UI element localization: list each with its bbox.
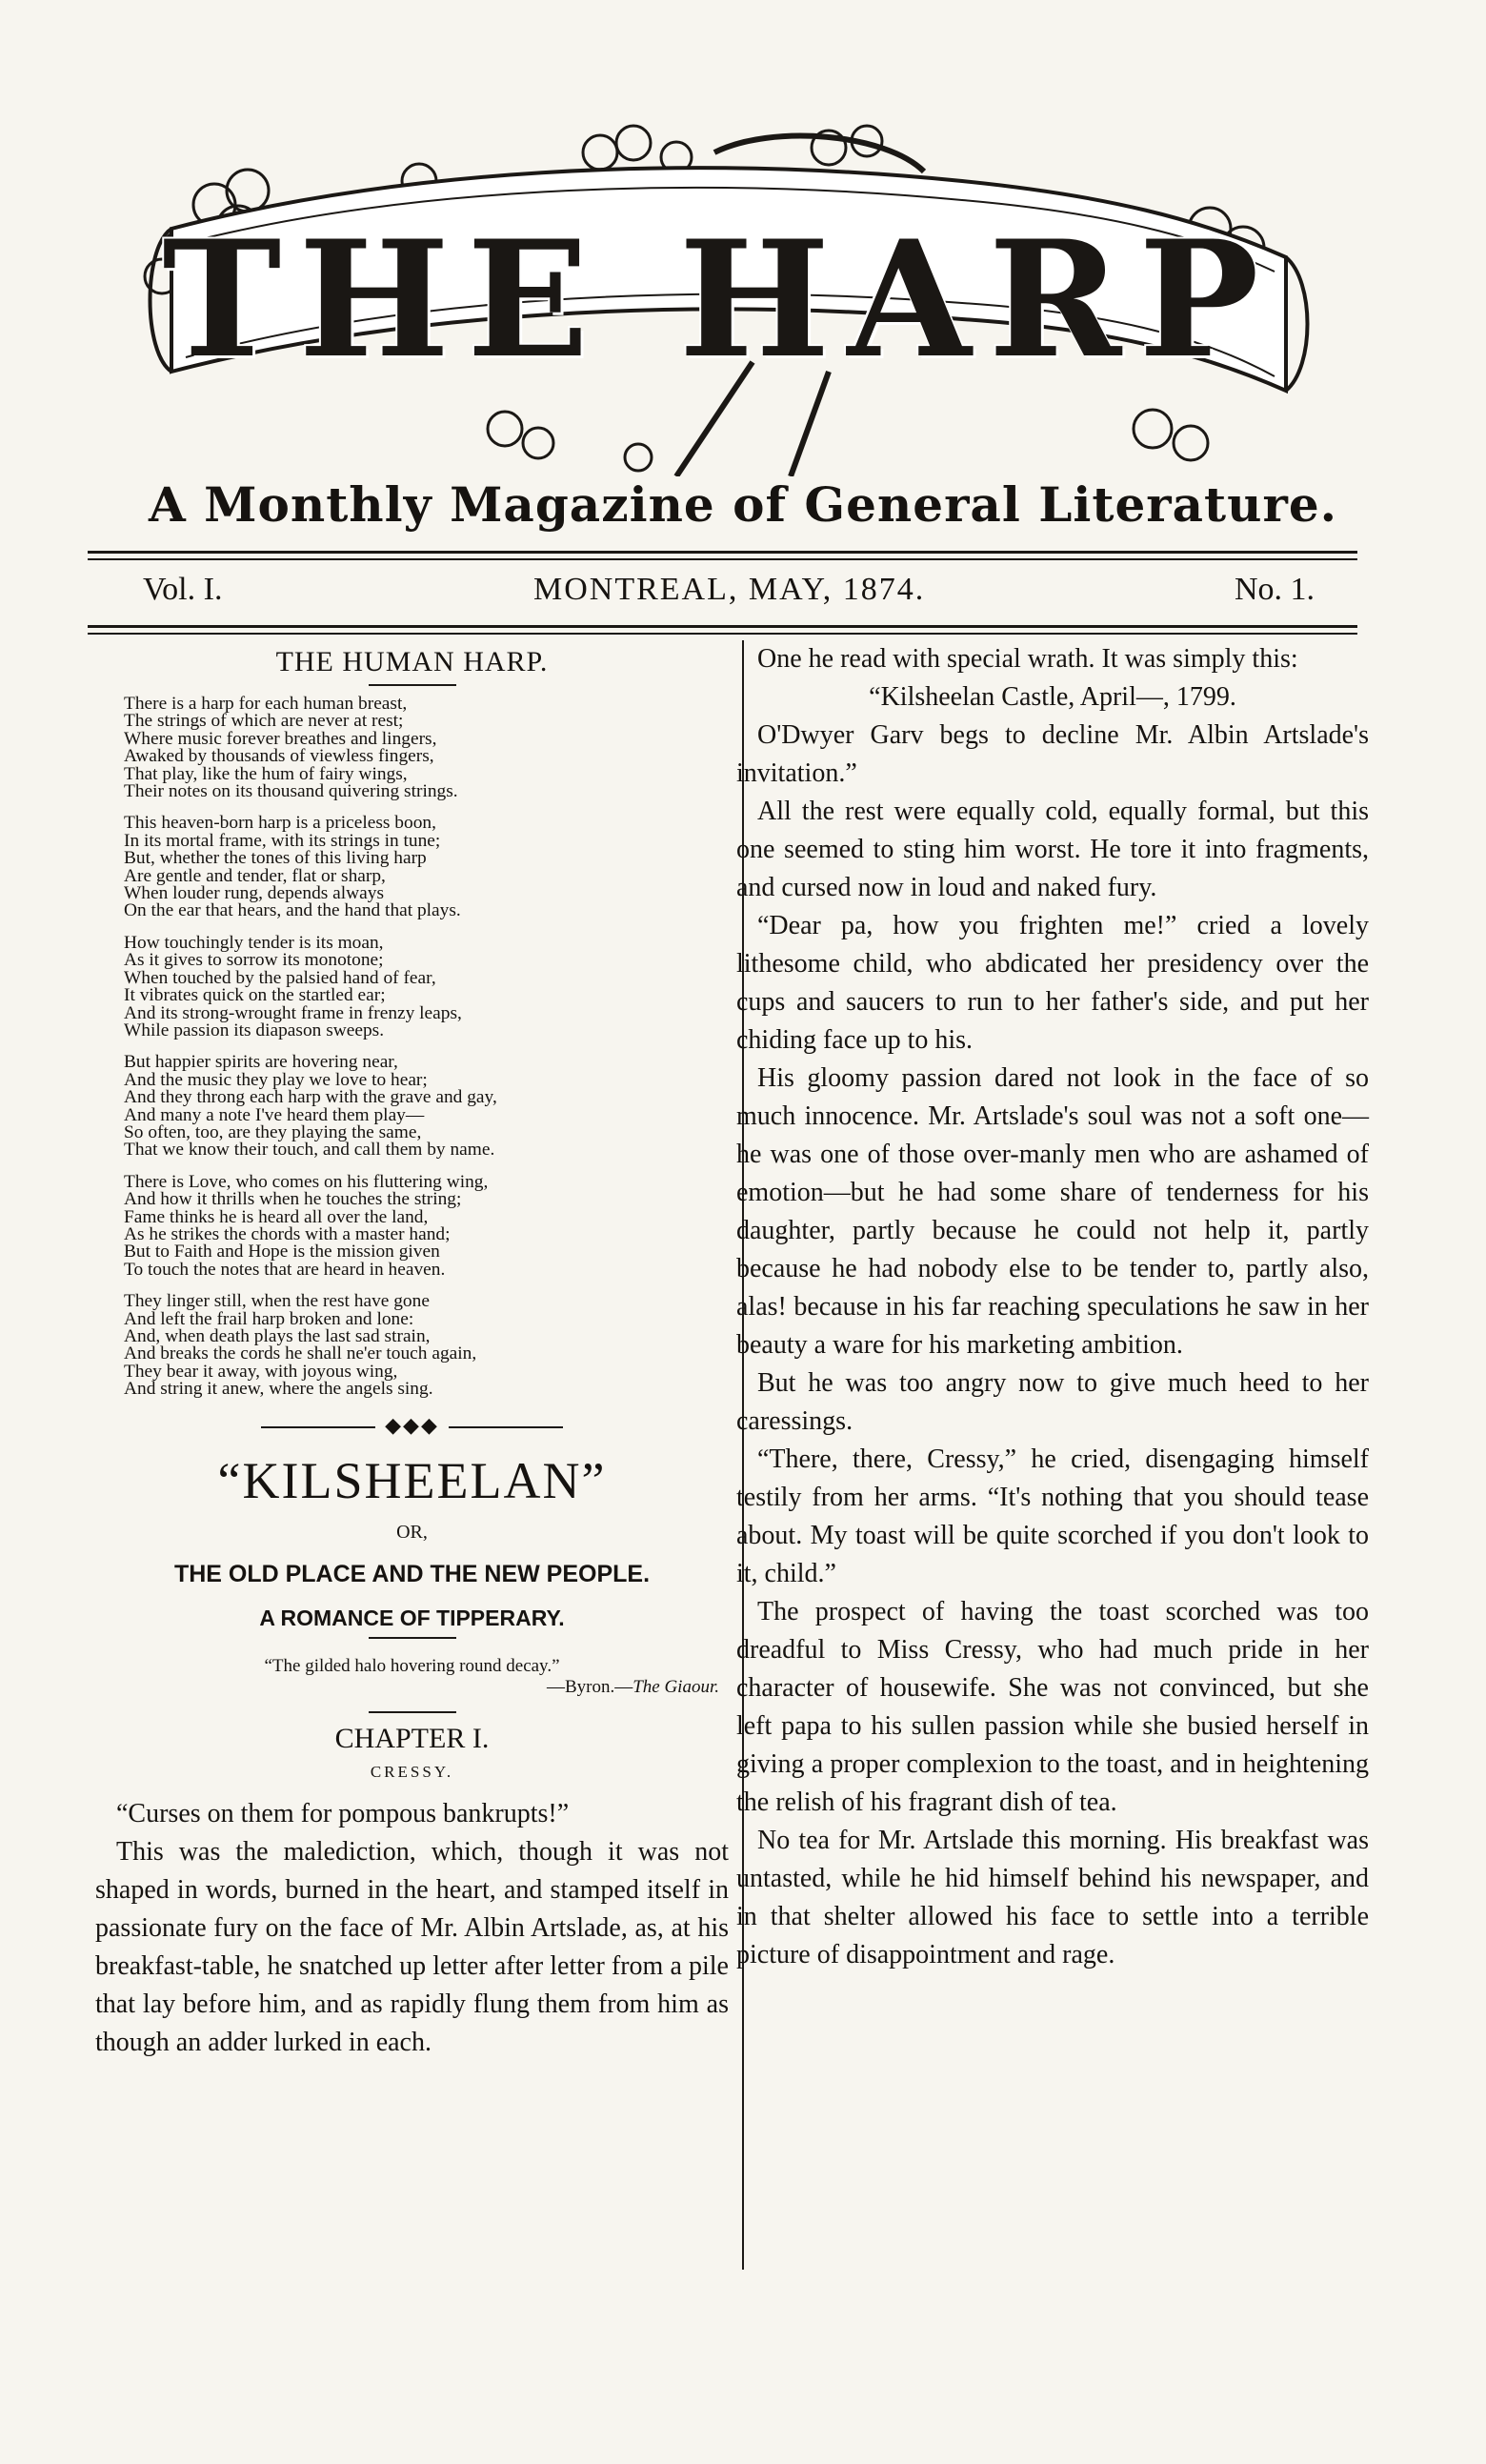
epigraph-source — [95, 1677, 719, 1698]
magazine-title: THE HARP — [162, 205, 1276, 394]
paragraph: But he was too angry now to give much heed to her caressings. — [736, 1368, 1369, 1436]
poem-stanza — [124, 1171, 729, 1280]
poem-line: Are gentle and tender, flat or sharp, — [124, 865, 386, 886]
poem-line: As it gives to sorrow its monotone; — [124, 950, 384, 971]
poem-line: There is a harp for each human breast, — [124, 694, 408, 714]
poem-line: Awaked by thousands of viewless fingers, — [124, 746, 434, 767]
poem-line: And left the frail harp broken and lone: — [124, 1308, 414, 1329]
poem-line: But to Faith and Hope is the mission given — [124, 1242, 440, 1262]
paragraph: The prospect of having the toast scorched was too dreadful to Miss Cressy, who had much pride in her character of housewife. She was not convinced, but she left papa to his sullen passion while she busied herself in giving a proper complexion to the toast, and in heightening the relish of his fragrant dish of tea. — [736, 1597, 1369, 1817]
poem-line: They bear it away, with joyous wing, — [124, 1361, 398, 1382]
poem-line: This heaven-born harp is a priceless boon, — [124, 813, 436, 834]
paragraph: O'Dwyer Garv begs to decline Mr. Albin Artslade's invitation.” — [736, 720, 1369, 788]
header-rule-top-thin — [88, 558, 1357, 560]
poem-stanza — [124, 1293, 729, 1398]
paragraph: No tea for Mr. Artslade this morning. His breakfast was untasted, while he hid himself behind his newspaper, and in that shelter allowed his face to settle into a terrible picture of disappointment and rage. — [736, 1826, 1369, 1969]
poem-line: Fame thinks he is heard all over the land, — [124, 1206, 429, 1227]
poem-line: And how it thrills when he touches the string; — [124, 1189, 462, 1210]
paragraph: All the rest were equally cold, equally formal, but this one seemed to sting him worst. He tore it into fragments, and cursed now in loud and naked fury. — [736, 797, 1369, 902]
poem-stanza — [124, 1054, 729, 1159]
left-column — [95, 640, 729, 2062]
poem-line: There is Love, who comes on his fluttering wing, — [124, 1171, 489, 1192]
poem-line: To touch the notes that are heard in heaven. — [124, 1259, 446, 1280]
story-subtitle: THE OLD PLACE AND THE NEW PEOPLE. — [173, 1560, 651, 1587]
chapter-heading: CHAPTER I. — [334, 1722, 490, 1754]
paragraph: His gloomy passion dared not look in the face of so much innocence. Mr. Artslade's soul was not a soft one—he was one of those over-manly men who are ashamed of emotion—but he had some share of tenderness for his daughter, partly because he could not help it, partly because he had nobody else to be tender to, partly also, alas! because in his far reaching speculations he saw in her beauty a ware for his marketing ambition. — [736, 1063, 1369, 1360]
place-date: MONTREAL, MAY, 1874. — [533, 572, 926, 607]
masthead-banner — [105, 114, 1334, 476]
poem-stanza — [124, 696, 729, 800]
poem — [95, 696, 729, 1399]
poem-line: So often, too, are they playing the same, — [124, 1121, 422, 1142]
epigraph: “The gilded halo hovering round decay.” — [264, 1655, 560, 1676]
poem-line: How touchingly tender is its moan, — [124, 932, 384, 953]
poem-line: While passion its diapason sweeps. — [124, 1020, 385, 1040]
header-rule-bottom-thin — [88, 633, 1357, 635]
poem-line: That play, like the hum of fairy wings, — [124, 763, 408, 784]
magazine-subtitle: A Monthly Magazine of General Literature. — [148, 476, 1338, 533]
poem-stanza — [124, 932, 729, 1040]
poem-line: When louder rung, depends always — [124, 883, 385, 904]
header-rule-top — [88, 551, 1357, 554]
poem-line: And the music they play we love to hear; — [124, 1069, 428, 1090]
header-rule-bottom — [88, 625, 1357, 628]
left-prose — [95, 1795, 729, 2062]
paragraph: This was the malediction, which, though it was not shaped in words, burned in the heart, and stamped itself in passionate fury on the face of Mr. Albin Artslade, as, at his breakfast-table, he snatched up letter after letter from a pile that lay before him, and as rapidly flung them from him as though an adder lurked in each. — [95, 1836, 729, 2057]
chapter-title: CRESSY. — [370, 1762, 454, 1781]
volume-label: Vol. I. — [143, 572, 223, 607]
poem-line: As he strikes the chords with a master hand; — [124, 1223, 451, 1244]
poem-line: And, when death plays the last sad strain, — [124, 1326, 431, 1346]
story-subtitle-2: A ROMANCE OF TIPPERARY. — [259, 1605, 565, 1630]
poem-title-rule — [369, 684, 456, 686]
poem-line: On the ear that hears, and the hand that plays. — [124, 900, 461, 921]
poem-line: Where music forever breathes and lingers, — [124, 728, 437, 749]
poem-line: Their notes on its thousand quivering strings. — [124, 781, 458, 802]
poem-line: But happier spirits are hovering near, — [124, 1052, 398, 1073]
poem-line: And they throng each harp with the grave and gay, — [124, 1087, 497, 1108]
epigraph-work: The Giaour. — [633, 1676, 719, 1697]
issue-line — [143, 572, 1315, 619]
poem-line: But, whether the tones of this living harp — [124, 848, 427, 869]
poem-stanza — [124, 815, 729, 919]
poem-line: That we know their touch, and call them by name. — [124, 1140, 495, 1161]
epigraph-author: —Byron.— — [546, 1676, 633, 1697]
story-or: OR, — [396, 1521, 428, 1543]
paragraph: “Dear pa, how you frighten me!” cried a lovely lithesome child, who abdicated her presidency over the cups and saucers to run to her father's side, and put her chiding face up to his. — [736, 911, 1369, 1055]
poem-line: It vibrates quick on the startled ear; — [124, 985, 386, 1006]
story-subtitle-rule — [369, 1637, 456, 1639]
poem-line: And breaks the cords he shall ne'er touch again, — [124, 1343, 477, 1364]
letter-heading: “Kilsheelan Castle, April—, 1799. — [869, 682, 1236, 712]
paragraph: One he read with special wrath. It was simply this: — [757, 644, 1298, 674]
poem-line: When touched by the palsied hand of fear, — [124, 967, 436, 988]
issue-number: No. 1. — [1234, 572, 1315, 607]
section-ornament: ◆◆◆ — [95, 1413, 729, 1438]
poem-line: And string it anew, where the angels sing. — [124, 1379, 433, 1400]
poem-title: THE HUMAN HARP. — [275, 646, 549, 677]
right-column — [736, 640, 1369, 1974]
poem-line: The strings of which are never at rest; — [124, 711, 404, 732]
chapter-rule — [369, 1711, 456, 1713]
poem-line: In its mortal frame, with its strings in tune; — [124, 830, 441, 851]
poem-line: They linger still, when the rest have gone — [124, 1291, 430, 1312]
paragraph: “There, there, Cressy,” he cried, disengaging himself testily from her arms. “It's nothing that you should tease about. My toast will be quite scorched if you don't look to it, child.” — [736, 1444, 1369, 1588]
story-title: “KILSHEELAN” — [217, 1451, 607, 1509]
poem-line: And many a note I've heard them play— — [124, 1104, 425, 1125]
poem-line: And its strong-wrought frame in frenzy leaps, — [124, 1002, 462, 1023]
right-prose — [736, 640, 1369, 1974]
paragraph: “Curses on them for pompous bankrupts!” — [116, 1798, 570, 1828]
